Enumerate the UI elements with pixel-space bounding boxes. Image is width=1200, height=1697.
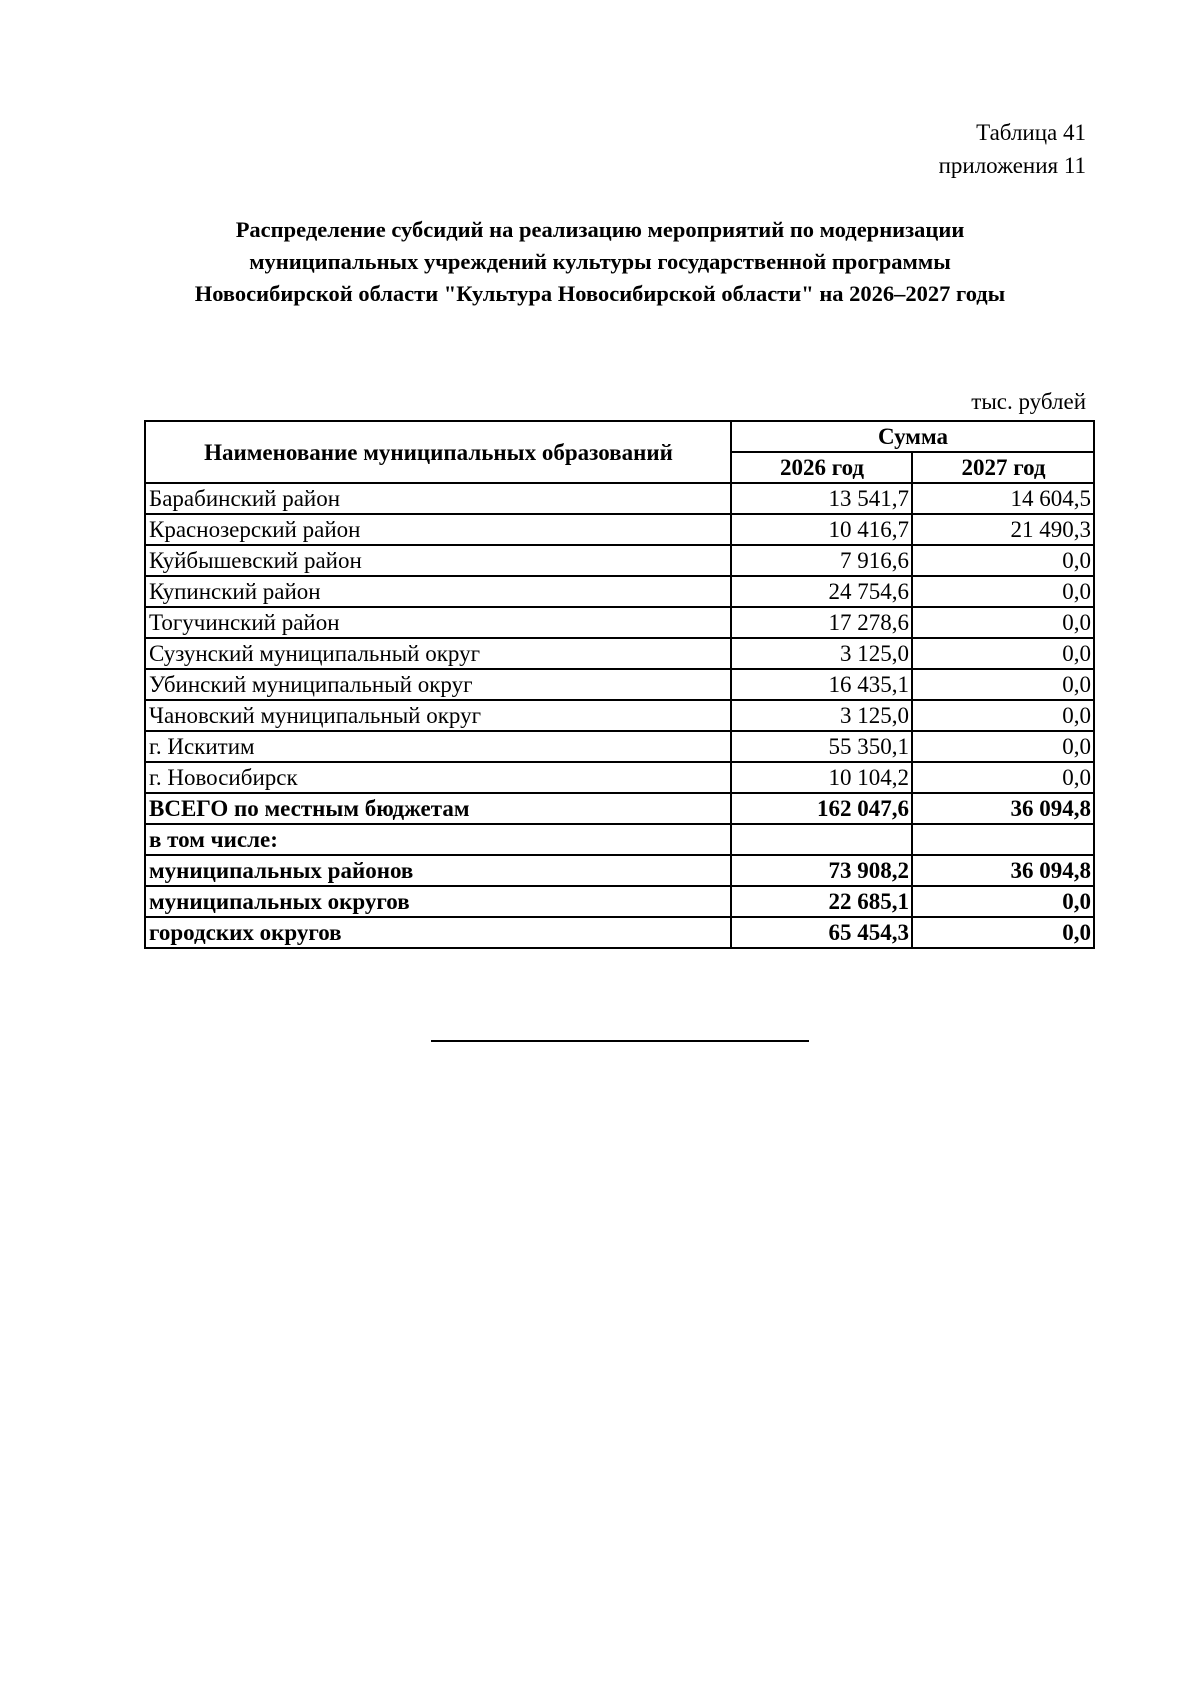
table-row — [145, 545, 1094, 576]
title-line-1: Распределение субсидий на реализацию мероприятий по модернизации — [235, 217, 965, 242]
subtotal-2027: 0,0 — [912, 917, 1094, 948]
table-row — [145, 576, 1094, 607]
table-row — [145, 669, 1094, 700]
total-2026: 162 047,6 — [731, 793, 912, 824]
table-row — [145, 731, 1094, 762]
amount-2026: 10 416,7 — [731, 514, 912, 545]
including-row — [145, 824, 1094, 855]
amount-2027: 21 490,3 — [912, 514, 1094, 545]
table-number: Таблица 41 — [976, 120, 1086, 145]
total-row — [145, 793, 1094, 824]
title-line-2: муниципальных учреждений культуры государственной программы — [249, 249, 951, 274]
amount-2026: 24 754,6 — [731, 576, 912, 607]
amount-2026: 17 278,6 — [731, 607, 912, 638]
municipality-name: Сузунский муниципальный округ — [145, 638, 731, 669]
appendix-reference: приложения 11 — [938, 153, 1086, 178]
subtotal-2026: 22 685,1 — [731, 886, 912, 917]
municipality-name: Чановский муниципальный округ — [145, 700, 731, 731]
including-2027 — [912, 824, 1094, 855]
amount-2027: 0,0 — [912, 638, 1094, 669]
total-label: ВСЕГО по местным бюджетам — [145, 793, 731, 824]
table-row — [145, 514, 1094, 545]
municipality-name: г. Искитим — [145, 731, 731, 762]
amount-2027: 0,0 — [912, 700, 1094, 731]
total-2027: 36 094,8 — [912, 793, 1094, 824]
title-line-3: Новосибирской области "Культура Новосибирской области" на 2026–2027 годы — [194, 281, 1006, 306]
column-header-2026: 2026 год — [731, 452, 912, 483]
end-divider — [431, 1040, 809, 1042]
amount-2026: 10 104,2 — [731, 762, 912, 793]
municipality-name: Краснозерский район — [145, 514, 731, 545]
table-row — [145, 638, 1094, 669]
table-row — [145, 762, 1094, 793]
units-label: тыс. рублей — [971, 389, 1086, 414]
column-header-sum: Сумма — [731, 421, 1094, 452]
municipality-name: Убинский муниципальный округ — [145, 669, 731, 700]
table-reference — [939, 116, 1086, 182]
document-title — [120, 214, 1080, 310]
subtotal-2027: 0,0 — [912, 886, 1094, 917]
subsidy-table — [144, 420, 1095, 949]
subtotal-row — [145, 886, 1094, 917]
amount-2027: 0,0 — [912, 576, 1094, 607]
amount-2027: 0,0 — [912, 669, 1094, 700]
amount-2027: 0,0 — [912, 762, 1094, 793]
amount-2026: 16 435,1 — [731, 669, 912, 700]
column-header-name: Наименование муниципальных образований — [145, 421, 731, 483]
amount-2026: 7 916,6 — [731, 545, 912, 576]
subtotal-label: муниципальных районов — [145, 855, 731, 886]
table-row — [145, 607, 1094, 638]
subtotal-2027: 36 094,8 — [912, 855, 1094, 886]
subtotal-label: муниципальных округов — [145, 886, 731, 917]
amount-2027: 0,0 — [912, 607, 1094, 638]
subtotal-row — [145, 855, 1094, 886]
subtotal-2026: 73 908,2 — [731, 855, 912, 886]
amount-2027: 0,0 — [912, 545, 1094, 576]
subtotal-label: городских округов — [145, 917, 731, 948]
amount-2026: 55 350,1 — [731, 731, 912, 762]
subtotal-row — [145, 917, 1094, 948]
including-label: в том числе: — [145, 824, 731, 855]
subtotal-2026: 65 454,3 — [731, 917, 912, 948]
amount-2026: 13 541,7 — [731, 483, 912, 514]
amount-2027: 14 604,5 — [912, 483, 1094, 514]
amount-2026: 3 125,0 — [731, 638, 912, 669]
table-row — [145, 483, 1094, 514]
amount-2027: 0,0 — [912, 731, 1094, 762]
municipality-name: Тогучинский район — [145, 607, 731, 638]
municipality-name: Куйбышевский район — [145, 545, 731, 576]
municipality-name: Барабинский район — [145, 483, 731, 514]
including-2026 — [731, 824, 912, 855]
municipality-name: г. Новосибирск — [145, 762, 731, 793]
municipality-name: Купинский район — [145, 576, 731, 607]
column-header-2027: 2027 год — [912, 452, 1094, 483]
table-row — [145, 700, 1094, 731]
amount-2026: 3 125,0 — [731, 700, 912, 731]
